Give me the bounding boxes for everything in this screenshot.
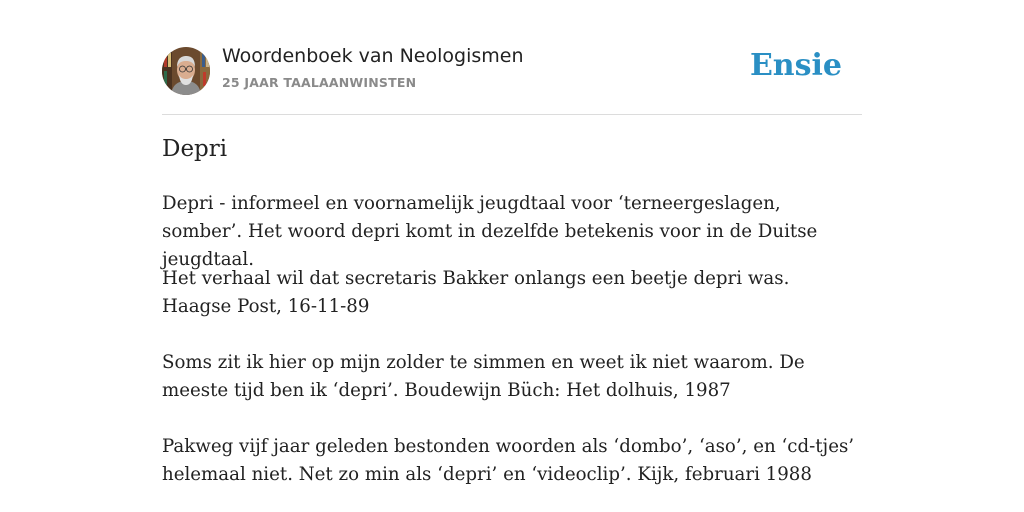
quote-paragraph: Pakweg vijf jaar geleden bestonden woorden als ‘dombo’, ‘aso’, en ‘cd-tjes’ helemaal niet. Net zo min als ‘depri’ en ‘videoclip’. Kijk, februari 1988 xyxy=(162,436,855,485)
definition-paragraph: Depri - informeel en voornamelijk jeugdtaal voor ‘terneergeslagen, somber’. Het woord depri komt in dezelfde betekenis voor in de Duitse jeugdtaal. xyxy=(162,193,818,270)
ensie-logo-link[interactable]: Ensie xyxy=(749,48,842,83)
avatar-image xyxy=(162,47,210,95)
entry-title: Depri xyxy=(162,136,228,162)
quote-paragraph: Het verhaal wil dat secretaris Bakker onlangs een beetje depri was. Haagse Post, 16-11-89 xyxy=(162,268,790,317)
publication-header xyxy=(162,0,862,115)
author-avatar[interactable] xyxy=(162,47,210,95)
publication-tagline: 25 JAAR TAALAANWINSTEN xyxy=(222,75,417,90)
publication-name[interactable]: Woordenboek van Neologismen xyxy=(222,45,524,67)
quote-paragraph: Soms zit ik hier op mijn zolder te simmen en weet ik niet waarom. De meeste tijd ben ik ‘depri’. Boudewijn Büch: Het dolhuis, 1987 xyxy=(162,352,805,401)
page xyxy=(162,0,862,485)
